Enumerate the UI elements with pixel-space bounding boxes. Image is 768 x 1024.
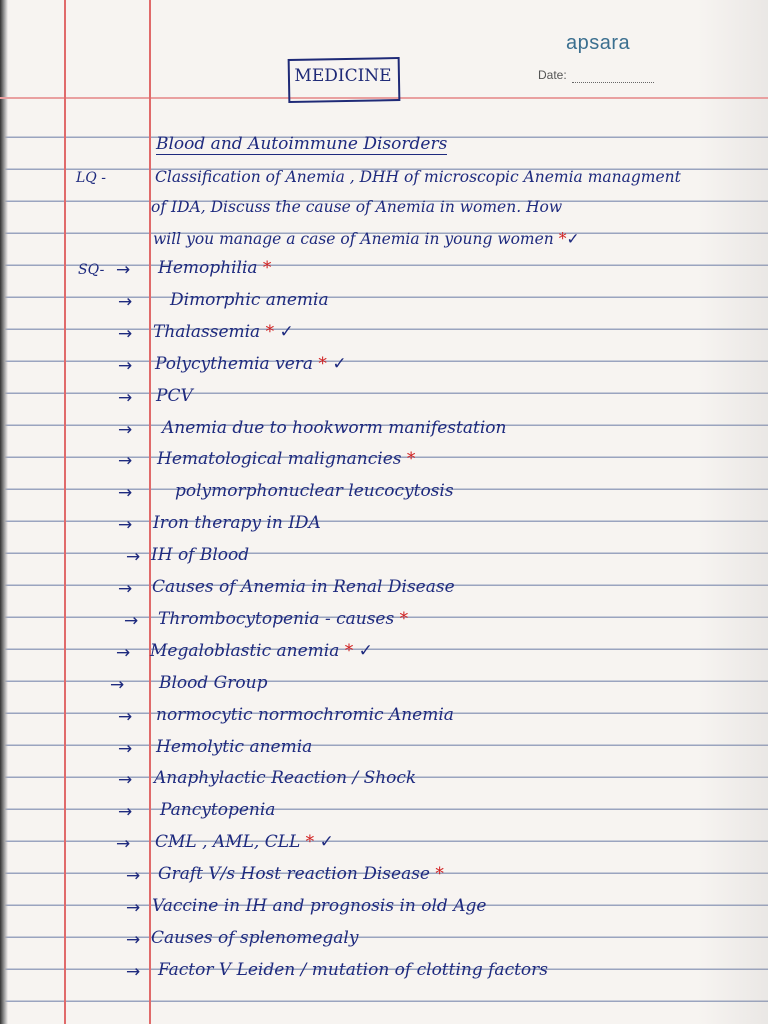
sq-item	[158, 609, 408, 629]
sq-item	[170, 290, 329, 310]
star-mark: *	[401, 449, 416, 470]
sq-arrow: →	[126, 961, 141, 982]
sq-item-text: Graft V/s Host reaction Disease	[158, 864, 430, 885]
sq-item	[155, 354, 347, 374]
sq-arrow: →	[116, 834, 131, 855]
sq-arrow: →	[118, 451, 133, 472]
lq-tick-mark: ✓	[566, 230, 580, 248]
sq-item	[160, 800, 275, 820]
sq-item	[162, 418, 506, 438]
sq-arrow: →	[118, 515, 133, 536]
sq-item-text: Anemia due to hookworm manifestation	[162, 417, 507, 438]
sq-arrow: →	[124, 610, 139, 631]
sq-item-text: PCV	[156, 385, 193, 406]
sq-arrow: →	[118, 706, 133, 727]
sq-arrow: →	[116, 642, 131, 663]
page-title: MEDICINE	[294, 66, 392, 86]
sq-arrow: →	[118, 770, 133, 791]
sq-item-text: Hemolytic anemia	[156, 736, 313, 757]
sq-item	[152, 577, 455, 597]
sq-arrow: →	[118, 355, 133, 376]
sq-item	[158, 258, 271, 278]
star-mark: *	[394, 608, 409, 629]
sq-item-text: Vaccine in IH and prognosis in old Age	[152, 896, 487, 916]
star-mark: *	[257, 258, 272, 278]
date-label: Date:	[538, 68, 567, 82]
sq-item	[151, 545, 249, 565]
sq-item-text: Anaphylactic Reaction / Shock	[154, 768, 417, 789]
sq-item-text: IH of Blood	[151, 545, 250, 566]
sq-item	[153, 322, 294, 342]
tick-mark: ✓	[353, 640, 373, 661]
sq-item	[154, 768, 416, 788]
sq-item	[150, 641, 373, 661]
brand-logo: apsara	[566, 32, 631, 54]
sq-arrow: →	[118, 579, 133, 599]
lq-line-3	[153, 230, 579, 248]
tick-mark: ✓	[274, 321, 294, 342]
sq-item	[158, 864, 444, 884]
sq-item-text: Thalassemia	[153, 321, 261, 342]
sq-arrow: →	[118, 802, 133, 823]
sq-item-text: Hematological malignancies	[157, 449, 402, 470]
sq-item-text: CML , AML, CLL	[155, 832, 301, 853]
lq-label: LQ -	[76, 170, 106, 186]
margin-line-left	[64, 0, 66, 1024]
sq-item	[159, 673, 267, 693]
sq-arrow: →	[110, 674, 125, 695]
sq-item	[156, 386, 193, 406]
sq-item-text: polymorphonuclear leucocytosis	[175, 481, 454, 502]
lq-line-1: Classification of Anemia , DHH of microscopic Anemia managment	[155, 168, 681, 186]
star-mark: *	[430, 864, 444, 885]
page-right-bleed	[698, 0, 768, 1024]
sq-item	[156, 737, 312, 757]
sq-arrow: →	[118, 387, 133, 408]
sq-item-text: Blood Group	[159, 672, 268, 693]
sq-arrow: →	[126, 547, 141, 568]
lq-line-2: of IDA, Discuss the cause of Anemia in women. How	[151, 198, 563, 216]
star-mark: *	[339, 640, 354, 661]
sq-item	[156, 705, 454, 725]
sq-item-text: Causes of Anemia in Renal Disease	[152, 577, 455, 597]
sq-item-text: Dimorphic anemia	[170, 289, 329, 310]
sq-item-text: Factor V Leiden / mutation of clotting factors	[158, 959, 549, 980]
sq-arrow: →	[126, 898, 141, 918]
sq-arrow: →	[118, 483, 133, 504]
sq-arrow: →	[116, 260, 131, 280]
sq-arrow: →	[118, 419, 133, 440]
tick-mark: ✓	[326, 353, 347, 374]
sq-item-text: normocytic normochromic Anemia	[156, 704, 454, 725]
page-left-shadow	[0, 0, 8, 1024]
sq-arrow: →	[126, 929, 141, 950]
star-mark: *	[260, 321, 275, 342]
lq-star-mark: *	[558, 230, 567, 248]
sq-item-text: Polycythemia vera	[155, 353, 314, 374]
sq-item-text: Thrombocytopenia - causes	[158, 608, 395, 629]
sq-item-text: Megaloblastic anemia	[150, 640, 340, 661]
star-mark: *	[313, 353, 327, 374]
sq-item	[158, 960, 548, 980]
lq-line-3-text: will you manage a case of Anemia in young women	[153, 230, 554, 248]
tick-mark: ✓	[314, 832, 334, 853]
sq-label: SQ-	[78, 262, 105, 278]
sq-item	[155, 832, 334, 852]
sq-item	[157, 449, 415, 469]
margin-line-right	[149, 0, 151, 1024]
sq-item-text: Pancytopenia	[160, 800, 276, 821]
sq-item	[175, 481, 454, 501]
star-mark: *	[300, 832, 315, 853]
sq-arrow: →	[118, 291, 133, 312]
sq-item	[152, 896, 486, 916]
sq-item-text: Hemophilia	[158, 258, 258, 278]
section-heading: Blood and Autoimmune Disorders	[156, 134, 448, 154]
sq-item-text: Iron therapy in IDA	[153, 513, 321, 534]
sq-arrow: →	[118, 323, 133, 344]
sq-item	[153, 513, 321, 533]
sq-arrow: →	[118, 738, 133, 759]
date-blank	[572, 82, 654, 83]
sq-arrow: →	[126, 866, 141, 887]
sq-item	[151, 928, 358, 948]
sq-item-text: Causes of splenomegaly	[151, 927, 359, 948]
